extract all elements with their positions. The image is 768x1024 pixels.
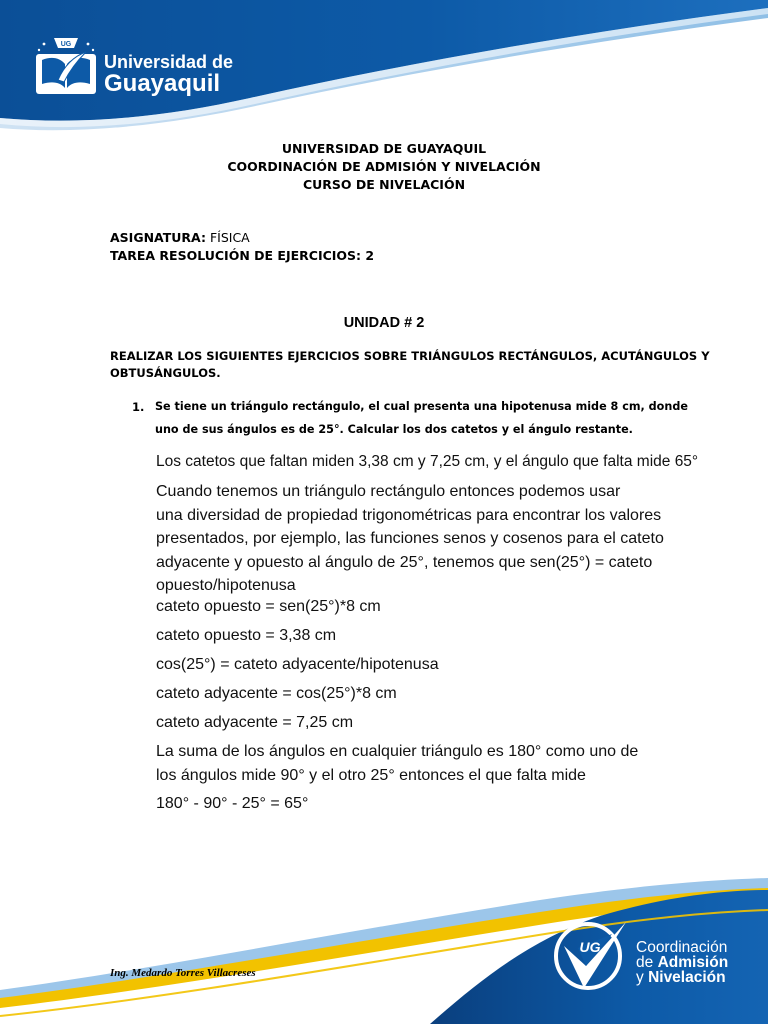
exercise-number: 1. bbox=[132, 400, 145, 414]
coord-line2-prefix: de bbox=[636, 954, 654, 971]
subject-line bbox=[110, 230, 250, 245]
subject-label: ASIGNATURA: bbox=[110, 230, 206, 245]
explanation-line: adyacente y opuesto al ángulo de 25°, tenemos que sen(25°) = cateto bbox=[156, 553, 653, 571]
coordination-logo bbox=[550, 918, 750, 994]
university-logo bbox=[34, 30, 234, 100]
equation-4: cateto adyacente = cos(25°)*8 cm bbox=[156, 685, 397, 702]
header-line2: COORDINACIÓN DE ADMISIÓN Y NIVELACIÓN bbox=[227, 159, 541, 174]
explanation-line: opuesto/hipotenusa bbox=[156, 577, 296, 594]
explanation-block bbox=[156, 480, 664, 598]
coord-line3-prefix: y bbox=[636, 969, 644, 986]
logo-line2: Guayaquil bbox=[104, 70, 221, 97]
final-equation: 180° - 90° - 25° = 65° bbox=[156, 795, 309, 812]
explanation-line: presentados, por ejemplo, las funciones senos y cosenos para el cateto bbox=[156, 530, 664, 547]
coord-line3 bbox=[636, 970, 726, 985]
equation-3: cos(25°) = cateto adyacente/hipotenusa bbox=[156, 656, 439, 673]
angle-sum-block bbox=[156, 740, 638, 787]
instruction-line1: REALIZAR LOS SIGUIENTES EJERCICIOS SOBRE TRIÁNGULOS RECTÁNGULOS, ACUTÁNGULOS Y bbox=[110, 349, 710, 363]
explanation-line: una diversidad de propiedad trigonométricas para encontrar los valores bbox=[156, 506, 662, 524]
open-book-quill-icon bbox=[34, 36, 98, 98]
header-line1: UNIVERSIDAD DE GUAYAQUIL bbox=[281, 141, 487, 156]
equation-1: cateto opuesto = sen(25°)*8 cm bbox=[156, 598, 381, 615]
answer-text: Los catetos que faltan miden 3,38 cm y 7,25 cm, y el ángulo que falta mide 65° bbox=[156, 453, 699, 470]
signature: Ing. Medardo Torres Villacreses bbox=[110, 967, 256, 979]
task-line: TAREA RESOLUCIÓN DE EJERCICIOS: 2 bbox=[110, 248, 375, 263]
ug-checkmark-logo-icon bbox=[550, 918, 630, 994]
exercise-line2: uno de sus ángulos es de 25°. Calcular los dos catetos y el ángulo restante. bbox=[155, 423, 633, 436]
exercise-line1: Se tiene un triángulo rectángulo, el cual presenta una hipotenusa mide 8 cm, donde bbox=[155, 400, 688, 413]
logo-badge: UG bbox=[60, 41, 72, 48]
equation-5: cateto adyacente = 7,25 cm bbox=[156, 714, 354, 731]
explanation-line: Cuando tenemos un triángulo rectángulo entonces podemos usar bbox=[156, 483, 621, 500]
coord-line2 bbox=[636, 955, 728, 970]
coord-line3-bold: Nivelación bbox=[648, 969, 726, 986]
coord-line2-bold: Admisión bbox=[657, 954, 729, 971]
header-line3: CURSO DE NIVELACIÓN bbox=[302, 177, 466, 192]
footer-badge: UG bbox=[579, 939, 601, 955]
angle-sum-line1: La suma de los ángulos en cualquier triángulo es 180° como uno de bbox=[156, 743, 639, 760]
angle-sum-line2: los ángulos mide 90° y el otro 25° entonces el que falta mide bbox=[156, 766, 586, 784]
coord-line1: Coordinación bbox=[636, 939, 728, 956]
subject-value: FÍSICA bbox=[209, 230, 250, 245]
logo-line1: Universidad de bbox=[104, 52, 234, 72]
unit-title: UNIDAD # 2 bbox=[343, 315, 425, 331]
instruction-line2: OBTUSÁNGULOS. bbox=[110, 366, 221, 380]
equation-2: cateto opuesto = 3,38 cm bbox=[156, 627, 337, 644]
